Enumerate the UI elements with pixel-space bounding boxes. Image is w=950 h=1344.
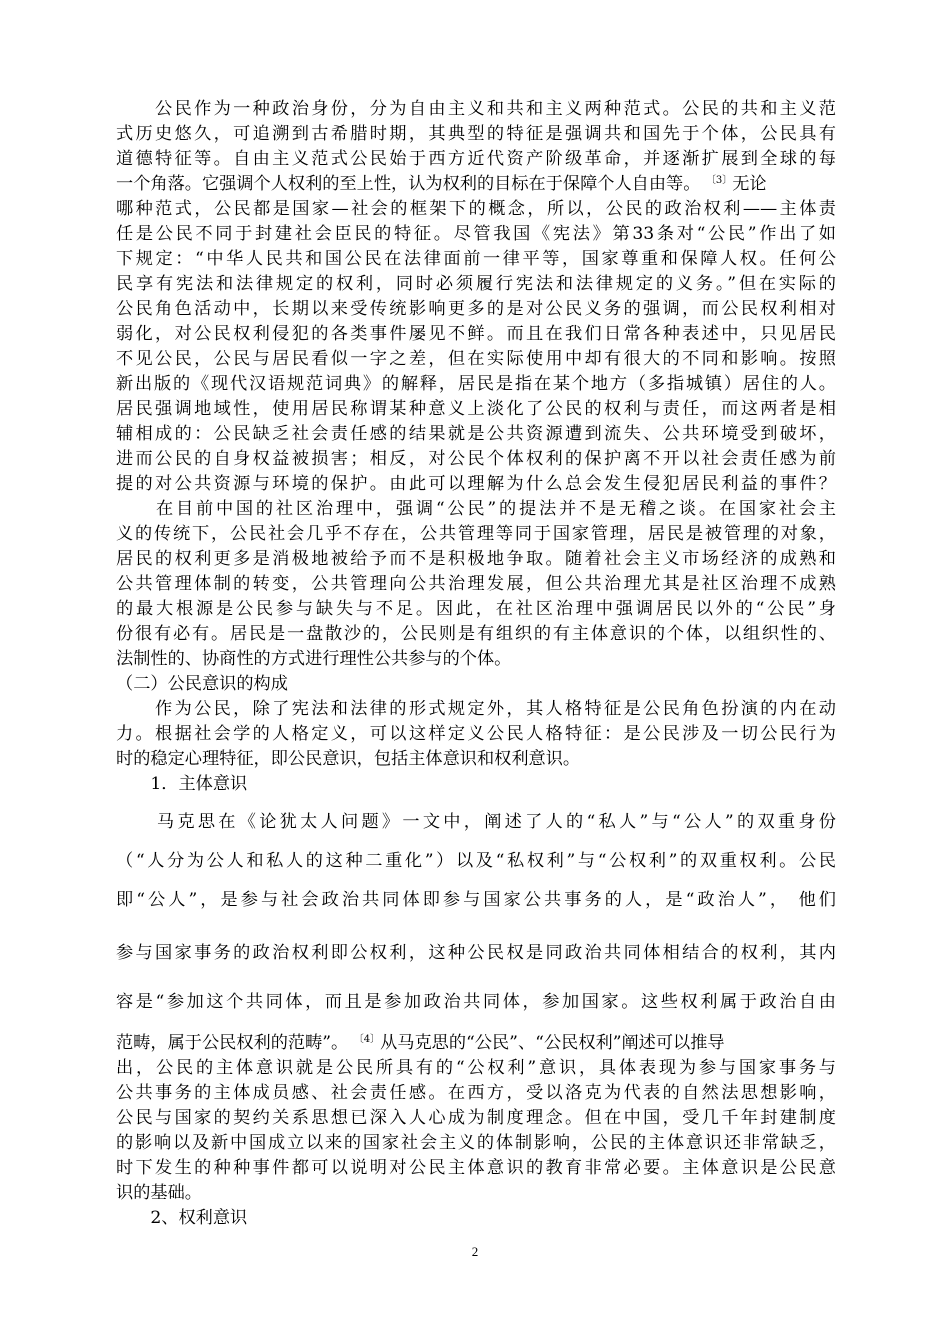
body-line: 民享有宪法和法律规定的权利，同时必须履行宪法和法律规定的义务。”但在实际的 [116,274,836,294]
body-line: 辅相成的：公民缺乏社会责任感的结果就是公共资源遭到流失、公共环境受到破坏， [116,424,836,444]
subsection-heading: 2、权利意识 [116,1208,248,1228]
body-line: 时下发生的种种事件都可以说明对公民主体意识的教育非常必要。主体意识是公民意 [116,1158,836,1178]
body-line: 参与国家事务的政治权利即公权利，这种公民权是同政治共同体相结合的权利，其内 [116,943,836,963]
body-line-with-citation [116,1032,836,1054]
body-line: 的影响以及新中国成立以来的国家社会主义的体制影响，公民的主体意识还非常缺乏， [116,1133,836,1153]
body-line: 即“公人”，是参与社会政治共同体即参与国家公共事务的人，是“政治人”， 他们 [116,890,836,910]
body-line: 式历史悠久，可追溯到古希腊时期，其典型的特征是强调共和国先于个体，公民具有 [116,124,836,144]
body-line: 进而公民的自身权益被损害；相反，对公民个体权利的保护离不开以社会责任感为前 [116,449,836,469]
section-heading: （二）公民意识的构成 [116,674,288,694]
body-line: 不见公民，公民与居民看似一字之差，但在实际使用中却有很大的不同和影响。按照 [116,349,836,369]
body-line: 时的稳定心理特征，即公民意识，包括主体意识和权利意识。 [116,749,581,769]
body-line: 新出版的《现代汉语规范词典》的解释，居民是指在某个地方（多指城镇）居住的人。 [116,374,836,394]
body-text: 范畴，属于公民权利的范畴”。 [116,1033,349,1053]
body-line: 义的传统下，公民社会几乎不存在，公共管理等同于国家管理，居民是被管理的对象， [116,524,836,544]
body-line: 份很有必有。居民是一盘散沙的，公民则是有组织的有主体意识的个体，以组织性的、 [116,624,836,644]
body-line: 公民与国家的契约关系思想已深入人心成为制度理念。但在中国，受几千年封建制度 [116,1108,836,1128]
body-line: 居民强调地域性，使用居民称谓某种意义上淡化了公民的权利与责任，而这两者是相 [116,399,836,419]
body-line-with-citation [116,173,836,195]
body-line: 法制性的、协商性的方式进行理性公共参与的个体。 [116,649,512,669]
body-line: 出，公民的主体意识就是公民所具有的“公权利”意识，具体表现为参与国家事务与 [116,1058,836,1078]
body-line: 识的基础。 [116,1183,202,1203]
body-line: 容是“参加这个共同体，而且是参加政治共同体，参加国家。这些权利属于政治自由 [116,992,836,1012]
body-text: 一个角落。它强调个人权利的至上性，认为权利的目标在于保障个人自由等。 [116,174,701,194]
body-line: 在目前中国的社区治理中，强调“公民”的提法并不是无稽之谈。在国家社会主 [116,499,836,519]
body-line: 任是公民不同于封建社会臣民的特征。尽管我国《宪法》第33条对“公民”作出了如 [116,224,836,244]
body-line: 公共管理体制的转变，公共管理向公共治理发展，但公共治理尤其是社区治理不成熟 [116,574,836,594]
subsection-heading: 1．主体意识 [116,774,248,794]
body-line: 力。根据社会学的人格定义，可以这样定义公民人格特征：是公民涉及一切公民行为 [116,724,836,744]
body-line: 弱化，对公民权利侵犯的各类事件屡见不鲜。而且在我们日常各种表述中，只见居民 [116,324,836,344]
citation-mark: 〔4〕 [353,1034,381,1045]
body-text: 从马克思的“公民”、“公民权利”阐述可以推导 [380,1033,725,1053]
body-text: 无论 [732,174,767,194]
body-line: 作为公民，除了宪法和法律的形式规定外，其人格特征是公民角色扮演的内在动 [116,699,836,719]
body-line: 的最大根源是公民参与缺失与不足。因此，在社区治理中强调居民以外的“公民”身 [116,599,836,619]
body-line: 公民角色活动中，长期以来受传统影响更多的是对公民义务的强调，而公民权利相对 [116,299,836,319]
body-line: 居民的权利更多是消极地被给予而不是积极地争取。随着社会主义市场经济的成熟和 [116,549,836,569]
body-line: （“人分为公人和私人的这种二重化”）以及“私权利”与“公权利”的双重权利。公民 [116,851,836,871]
body-line: 马克思在《论犹太人问题》一文中，阐述了人的“私人”与“公人”的双重身份 [116,812,836,832]
body-line: 提的对公共资源与环境的保护。由此可以理解为什么总会发生侵犯居民利益的事件？ [116,474,836,494]
body-line: 公民作为一种政治身份，分为自由主义和共和主义两种范式。公民的共和主义范 [116,99,836,119]
body-line: 公共事务的主体成员感、社会责任感。在西方，受以洛克为代表的自然法思想影响， [116,1083,836,1103]
body-line: 哪种范式，公民都是国家—社会的框架下的概念，所以，公民的政治权利——主体责 [116,199,836,219]
body-line: 道德特征等。自由主义范式公民始于西方近代资产阶级革命，并逐渐扩展到全球的每 [116,149,836,169]
body-line: 下规定：“中华人民共和国公民在法律面前一律平等，国家尊重和保障人权。任何公 [116,249,836,269]
page-number: 2 [471,1244,479,1259]
citation-mark: 〔3〕 [705,175,733,186]
